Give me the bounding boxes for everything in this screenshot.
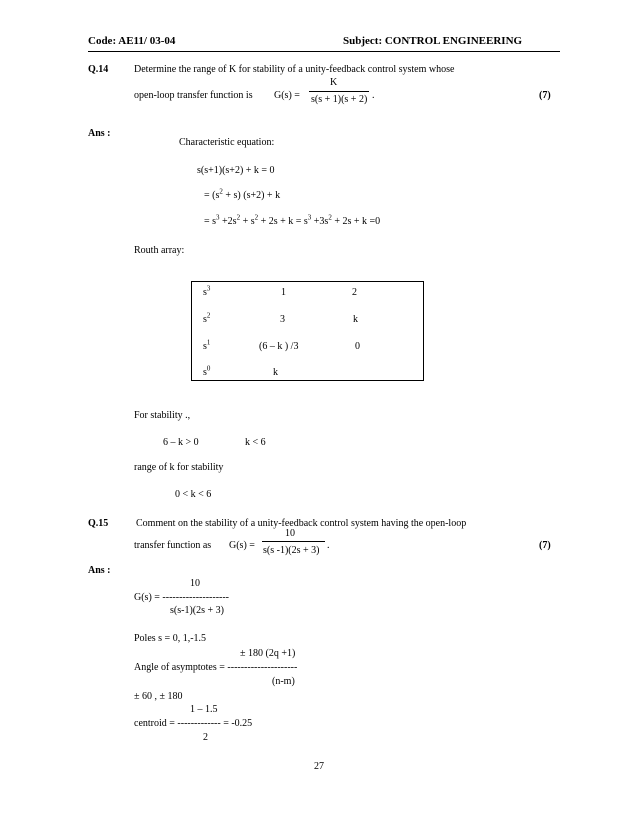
ans15-angle-line: Angle of asymptotes = ---------------------	[134, 662, 298, 673]
char-eq-line3: = $s^3 +2s^2 + s^2 + 2s + k = s^3 +3s^2 + 2s + k =0$	[204, 213, 381, 227]
ans15-poles: Poles s = 0, 1,-1.5	[134, 633, 207, 644]
header-subject: Subject: CONTROL ENGINEERING	[343, 35, 523, 47]
ans15-gs-line: G(s) = --------------------	[134, 592, 230, 603]
ans15-angle-numerator: ± 180 (2q +1)	[240, 648, 296, 659]
q14-number: Q.14	[88, 64, 109, 75]
ans15-gs-denominator: s(s-1)(2s + 3)	[170, 605, 224, 616]
ans15-angle-values: ± 60 , ± 180	[134, 691, 183, 702]
stability-condition: 6 – k > 0	[163, 437, 199, 448]
q14-fraction-bar	[309, 91, 369, 92]
routh-row-s3-label: $s^3$	[203, 284, 211, 298]
header-rule	[88, 51, 560, 52]
page-number: 27	[314, 761, 324, 772]
q14-marks: (7)	[539, 90, 551, 101]
ans14-label: Ans :	[88, 128, 111, 139]
routh-row-s2-col1: 3	[280, 314, 285, 325]
routh-row-s2-col2: k	[353, 314, 358, 325]
char-eq-line1: s(s+1)(s+2) + k = 0	[197, 165, 275, 176]
char-eq-line2: = $(s^2 + s) (s+2) + k$	[204, 187, 281, 201]
ans15-centroid-line: centroid = ------------- = -0.25	[134, 718, 253, 729]
header-code: Code: AE11/ 03-04	[88, 35, 176, 47]
char-eq-heading: Characteristic equation:	[179, 137, 275, 148]
routh-row-s1-label: $s^1$	[203, 338, 211, 352]
stability-condition-k: k < 6	[245, 437, 266, 448]
ans15-centroid-denominator: 2	[203, 732, 208, 743]
stability-heading: For stability .,	[134, 410, 191, 421]
q14-tf-end: .	[372, 90, 375, 101]
routh-array	[191, 281, 424, 381]
range-result: 0 < k < 6	[175, 489, 212, 500]
q14-tf-lhs: G(s) =	[274, 90, 300, 101]
routh-row-s3-col1: 1	[281, 287, 286, 298]
q14-text-line2: open-loop transfer function is	[134, 90, 253, 101]
q15-tf-denominator: s(s -1)(2s + 3)	[263, 545, 320, 556]
q14-tf-numerator: K	[330, 77, 338, 88]
q15-text-line1: Comment on the stability of a unity-feedback control system having the open-loop	[136, 518, 467, 529]
routh-row-s0-col1: k	[273, 367, 278, 378]
routh-heading: Routh array:	[134, 245, 185, 256]
q14-tf-denominator: s(s + 1)(s + 2)	[311, 94, 368, 105]
q15-tf-lhs: G(s) =	[229, 540, 255, 551]
routh-row-s3-col2: 2	[352, 287, 357, 298]
q15-text-line2: transfer function as	[134, 540, 212, 551]
q14-text-line1: Determine the range of K for stability of a unity-feedback control system whose	[134, 64, 455, 75]
q15-number: Q.15	[88, 518, 109, 529]
q15-marks: (7)	[539, 540, 551, 551]
ans15-centroid-numerator: 1 – 1.5	[190, 704, 218, 715]
routh-row-s2-label: $s^2$	[203, 311, 211, 325]
q15-tf-numerator: 10	[285, 528, 295, 539]
range-heading: range of k for stability	[134, 462, 224, 473]
ans15-gs-numerator: 10	[190, 578, 200, 589]
q15-fraction-bar	[262, 541, 325, 542]
routh-row-s0-label: $s^0$	[203, 364, 211, 378]
routh-row-s1-col2: 0	[355, 341, 360, 352]
routh-row-s1-col1: (6 – k ) /3	[259, 341, 299, 352]
ans15-label: Ans :	[88, 565, 111, 576]
ans15-angle-denominator: (n-m)	[272, 676, 295, 687]
q15-tf-end: .	[327, 540, 330, 551]
